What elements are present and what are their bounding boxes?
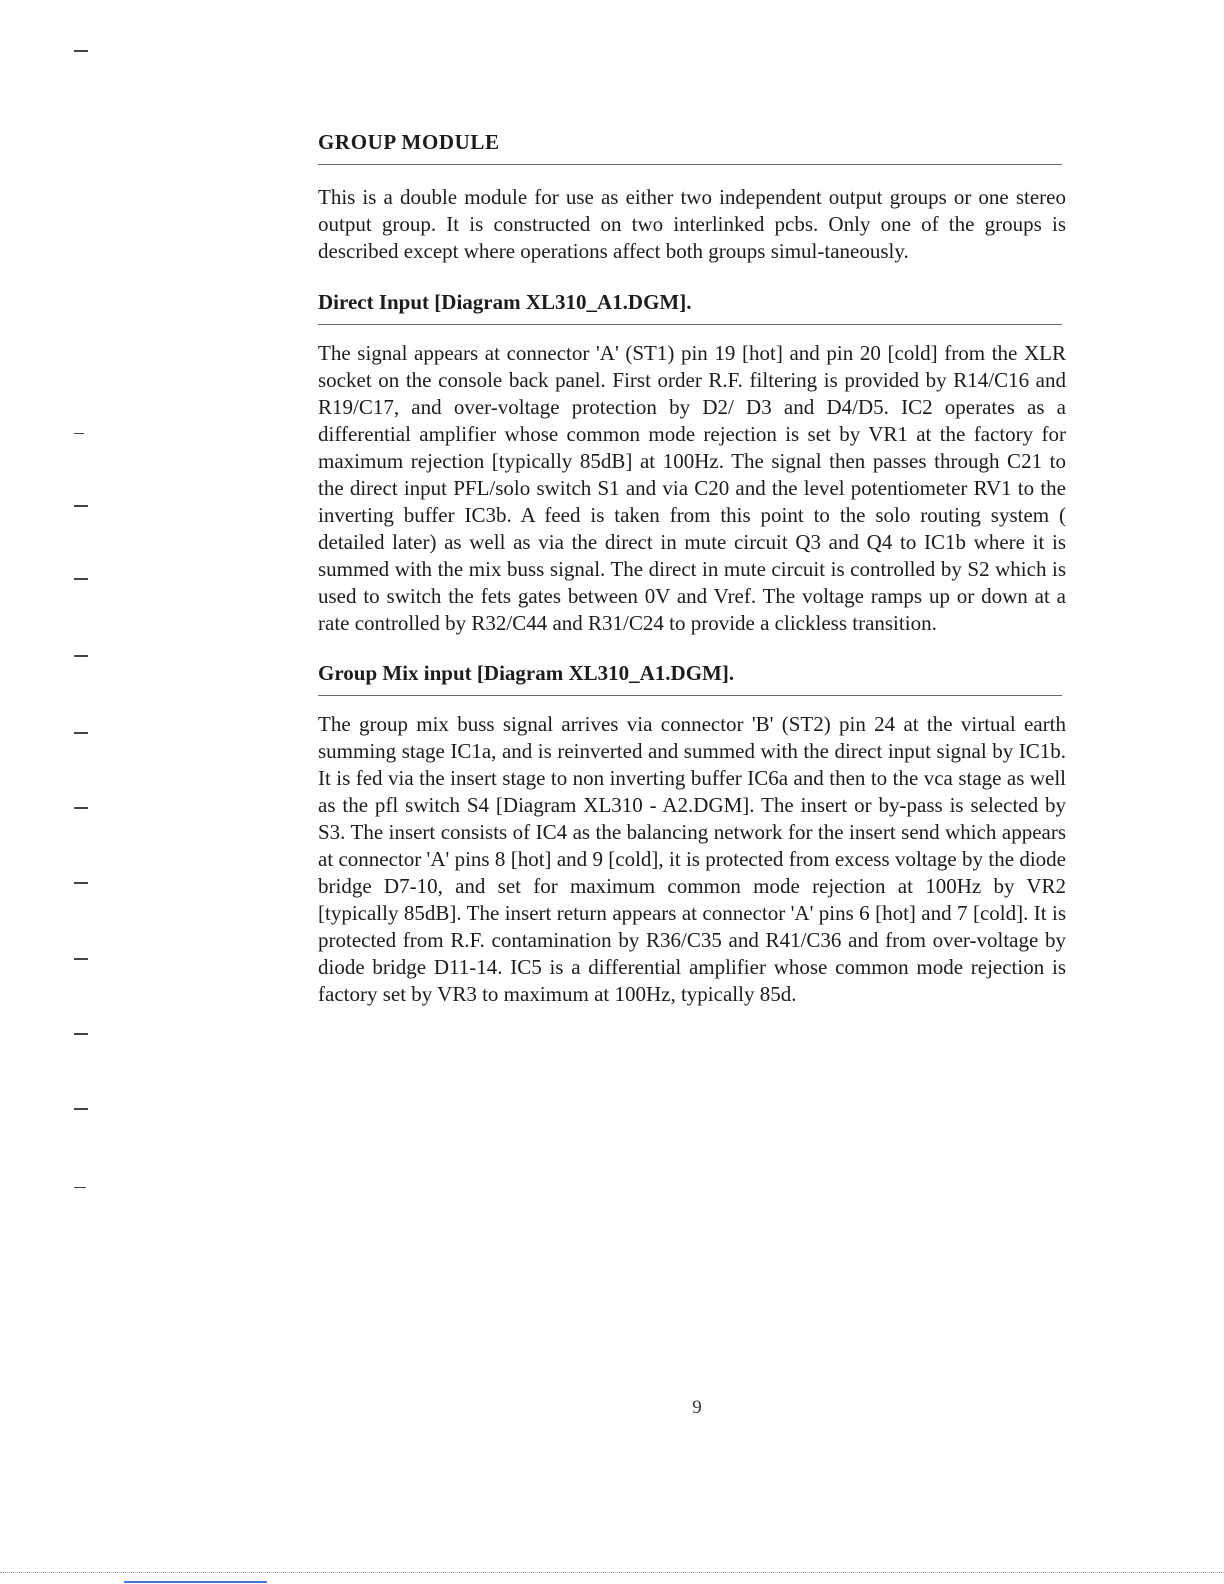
page-number: 9 xyxy=(692,1397,702,1418)
section-title: GROUP MODULE xyxy=(318,130,500,154)
section-title-rule xyxy=(318,164,1062,165)
margin-tick-mark xyxy=(74,1187,86,1188)
bottom-edge-rule xyxy=(0,1572,1224,1573)
direct-input-heading: Direct Input [Diagram XL310_A1.DGM]. xyxy=(318,290,692,314)
margin-tick-mark xyxy=(74,1033,88,1035)
margin-tick-mark xyxy=(74,882,88,884)
margin-tick-mark xyxy=(74,958,88,960)
intro-paragraph: This is a double module for use as either two independent output groups or one stereo output group. It is constructed on two interlinked pcbs. Only one of the groups is described except where operations affect both groups simul-taneously. xyxy=(318,185,1066,263)
margin-tick-mark xyxy=(74,433,84,434)
direct-input-rule xyxy=(318,324,1062,325)
page-content xyxy=(318,128,1066,1008)
margin-tick-mark xyxy=(74,1108,88,1110)
group-mix-input-rule xyxy=(318,695,1062,696)
margin-tick-mark xyxy=(74,50,88,52)
margin-tick-mark xyxy=(74,807,88,809)
bottom-edge-marker xyxy=(124,1581,267,1583)
margin-tick-mark xyxy=(74,732,88,734)
direct-input-paragraph: The signal appears at connector 'A' (ST1) pin 19 [hot] and pin 20 [cold] from the XLR socket on the console back panel. First order R.F. filtering is provided by R14/C16 and R19/C17, and over-voltage protection by D2/ D3 and D4/D5. IC2 operates as a differential amplifier whose common mode rejection is set by VR1 at the factory for maximum rejection [typically 85dB] at 100Hz. The signal then passes through C21 to the direct input PFL/solo switch S1 and via C20 and the level potentiometer RV1 to the inverting buffer IC3b. A feed is taken from this point to the solo routing system ( detailed later) as well as via the direct in mute circuit Q3 and Q4 to IC1b where it is summed with the mix buss signal. The direct in mute circuit is controlled by S2 which is used to switch the fets gates between 0V and Vref. The voltage ramps up or down at a rate controlled by R32/C44 and R31/C24 to provide a clickless transition. xyxy=(318,341,1066,635)
margin-tick-mark xyxy=(74,655,88,657)
group-mix-input-heading: Group Mix input [Diagram XL310_A1.DGM]. xyxy=(318,661,735,685)
margin-tick-mark xyxy=(74,505,88,507)
group-mix-input-paragraph: The group mix buss signal arrives via connector 'B' (ST2) pin 24 at the virtual earth summing stage IC1a, and is reinverted and summed with the direct input signal by IC1b. It is fed via the insert stage to non inverting buffer IC6a and then to the vca stage as well as the pfl switch S4 [Diagram XL310 - A2.DGM]. The insert or by-pass is selected by S3. The insert consists of IC4 as the balancing network for the insert send which appears at connector 'A' pins 8 [hot] and 9 [cold], it is protected from excess voltage by the diode bridge D7-10, and set for maximum common mode rejection at 100Hz by VR2 [typically 85dB]. The insert return appears at connector 'A' pins 6 [hot] and 7 [cold]. It is protected from R.F. contamination by R36/C35 and R41/C36 and from over-voltage by diode bridge D11-14. IC5 is a differential amplifier whose common mode rejection is factory set by VR3 to maximum at 100Hz, typically 85d. xyxy=(318,712,1066,1006)
margin-tick-mark xyxy=(74,578,88,580)
